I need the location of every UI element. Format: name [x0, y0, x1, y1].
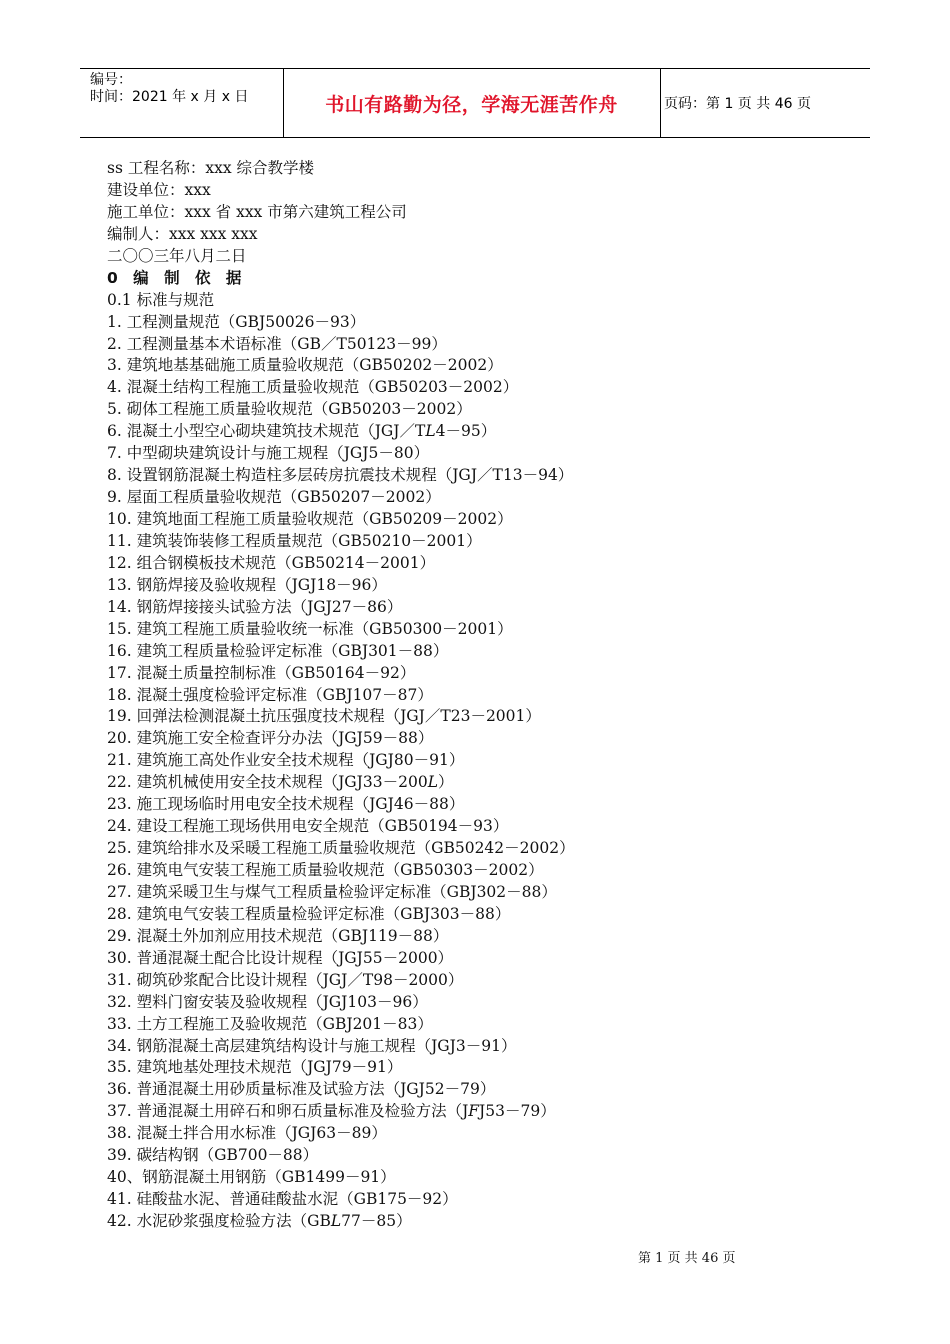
document-body: [107, 158, 867, 1233]
date-line: 二〇〇三年八月二日: [107, 246, 247, 265]
header-meta: [90, 72, 248, 106]
standard-item: 16. 建筑工程质量检验评定标准（GBJ301－88）: [107, 641, 449, 660]
standard-item: 19. 回弹法检测混凝土抗压强度技术规程（JGJ／T23－2001）: [107, 707, 541, 726]
header-divider: [660, 69, 661, 137]
standard-item: 26. 建筑电气安装工程施工质量验收规范（GB50303－2002）: [107, 861, 544, 879]
standard-item: 4. 混凝土结构工程施工质量验收规范（GB50203－2002）: [107, 378, 519, 397]
standard-item: 1. 工程测量规范（GBJ50026－93）: [107, 312, 366, 331]
standard-item: 42. 水泥砂浆强度检验方法（GB𝐿77－85）: [107, 1212, 412, 1230]
standard-item: 10. 建筑地面工程施工质量验收规范（GB50209－2002）: [107, 510, 513, 528]
standard-item: 33. 土方工程施工及验收规范（GBJ201－83）: [107, 1014, 433, 1033]
standard-item: 29. 混凝土外加剂应用技术规范（GBJ119－88）: [107, 926, 449, 945]
standard-item: 25. 建筑给排水及采暖工程施工质量验收规范（GB50242－2002）: [107, 839, 575, 858]
standard-item: 32. 塑料门窗安装及验收规程（JGJ103－96）: [107, 992, 428, 1011]
standard-item: 28. 建筑电气安装工程质量检验评定标准（GBJ303－88）: [107, 904, 511, 923]
standard-item: 21. 建筑施工高处作业安全技术规程（JGJ80－91）: [107, 751, 465, 770]
standard-item: 36. 普通混凝土用砂质量标准及试验方法（JGJ52－79）: [107, 1080, 496, 1099]
project-name: ss 工程名称：xxx 综合教学楼: [107, 159, 314, 177]
header-motto: 书山有路勤为径，学海无涯苦作舟: [325, 93, 618, 116]
standard-item: 11. 建筑装饰装修工程质量规范（GB50210－2001）: [107, 531, 482, 550]
standard-item: 40、钢筋混凝土用钢筋（GB1499－91）: [107, 1168, 396, 1187]
standard-item: 39. 碳结构钢（GB700－88）: [107, 1146, 319, 1165]
standard-item: 17. 混凝土质量控制标准（GB50164－92）: [107, 663, 416, 682]
standard-item: 3. 建筑地基基础施工质量验收规范（GB50202－2002）: [107, 356, 503, 375]
standard-item: 18. 混凝土强度检验评定标准（GBJ107－87）: [107, 685, 433, 704]
subsection-title: 0.1 标准与规范: [107, 290, 215, 309]
standard-item: 30. 普通混凝土配合比设计规程（JGJ55－2000）: [107, 948, 454, 967]
standard-item: 13. 钢筋焊接及验收规程（JGJ18－96）: [107, 575, 387, 594]
standard-item: 34. 钢筋混凝土高层建筑结构设计与施工规程（JGJ3－91）: [107, 1036, 517, 1055]
standard-item: 2. 工程测量基本术语标准（GB／T50123－99）: [107, 334, 447, 353]
standard-item: 5. 砌体工程施工质量验收规范（GB50203－2002）: [107, 400, 472, 419]
standard-item: 15. 建筑工程施工质量验收统一标准（GB50300－2001）: [107, 619, 513, 638]
standard-item: 31. 砌筑砂浆配合比设计规程（JGJ／T98－2000）: [107, 970, 464, 989]
standard-item: 14. 钢筋焊接接头试验方法（JGJ27－86）: [107, 597, 403, 616]
section-title: 0 编 制 依 据: [107, 268, 247, 287]
standard-item: 35. 建筑地基处理技术规范（JGJ79－91）: [107, 1058, 403, 1077]
standard-item: 9. 屋面工程质量验收规范（GB50207－2002）: [107, 488, 441, 507]
contractor-line: 施工单位：xxx 省 xxx 市第六建筑工程公司: [107, 202, 407, 221]
standard-item: 24. 建设工程施工现场供用电安全规范（GB50194－93）: [107, 817, 509, 836]
page-header: [80, 68, 870, 138]
builder-line: 建设单位：xxx: [107, 180, 211, 199]
author-line: 编制人：xxx xxx xxx: [107, 224, 258, 243]
standard-item: 12. 组合钢模板技术规范（GB50214－2001）: [107, 553, 436, 572]
standard-item: 27. 建筑采暖卫生与煤气工程质量检验评定标准（GBJ302－88）: [107, 882, 557, 901]
standard-item: 23. 施工现场临时用电安全技术规程（JGJ46－88）: [107, 795, 465, 814]
standard-item: 38. 混凝土拌合用水标准（JGJ63－89）: [107, 1124, 387, 1143]
standard-item: 22. 建筑机械使用安全技术规程（JGJ33－200𝐿）: [107, 773, 454, 792]
time-label: 时间：2021 年 x 月 x 日: [90, 89, 249, 105]
page-footer: 第 1 页 共 46 页: [638, 1251, 736, 1266]
standard-item: 7. 中型砌块建筑设计与施工规程（JGJ5－80）: [107, 444, 430, 463]
standard-item: 20. 建筑施工安全检查评分办法（JGJ59－88）: [107, 729, 434, 748]
standard-item: 41. 硅酸盐水泥、普通硅酸盐水泥（GB175－92）: [107, 1190, 458, 1209]
standard-item: 8. 设置钢筋混凝土构造柱多层砖房抗震技术规程（JGJ／T13－94）: [107, 466, 574, 485]
header-page-info: 页码：第 1 页 共 46 页: [664, 96, 811, 112]
standard-item: 37. 普通混凝土用碎石和卵石质量标准及检验方法（J𝐹J53－79）: [107, 1102, 556, 1121]
serial-number-label: 编号：: [90, 72, 132, 88]
standards-list: [107, 312, 867, 1233]
standard-item: 6. 混凝土小型空心砌块建筑技术规范（JGJ／T𝐿4－95）: [107, 422, 497, 441]
